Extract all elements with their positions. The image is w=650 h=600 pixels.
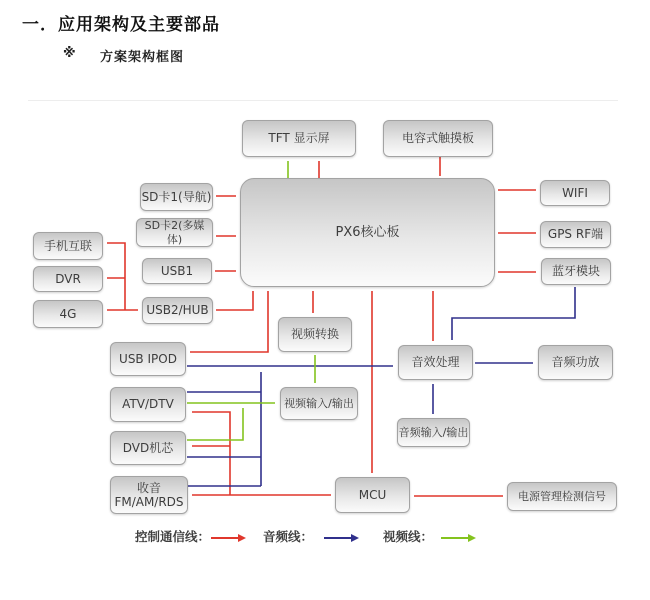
panel-top-divider: [28, 100, 618, 101]
control-line-arrow-bar: [211, 537, 239, 539]
block-gps-rf: GPS RF端: [540, 221, 611, 248]
block-video-io: 视频输入/输出: [280, 387, 358, 420]
block-wifi: WIFI: [540, 180, 610, 206]
block-video-conversion: 视频转换: [278, 317, 352, 352]
block-capacitive-touch-panel: 电容式触摸板: [383, 120, 493, 157]
block-audio-amplifier: 音频功放: [538, 345, 613, 380]
block-dvd-mechanism: DVD机芯: [110, 431, 186, 465]
block-usb2-hub: USB2/HUB: [142, 297, 213, 324]
block-dvr: DVR: [33, 266, 103, 292]
block-bluetooth-module: 蓝牙模块: [541, 258, 611, 285]
block-usb1: USB1: [142, 258, 212, 284]
block-radio-fm-am-rds: 收音 FM/AM/RDS: [110, 476, 188, 514]
block-sd-card2-multimedia: SD卡2(多媒体): [136, 218, 213, 247]
block-sd-card1-nav: SD卡1(导航): [140, 183, 213, 211]
video-line-arrow-head: [468, 534, 476, 542]
audio-line-arrow-icon: [324, 534, 360, 542]
wire-hub-branch-phone: [107, 243, 125, 310]
legend-control-line-label: 控制通信线：: [135, 529, 211, 544]
wire-mcu-branch-atv: [192, 412, 230, 495]
block-phone-interconnect: 手机互联: [33, 232, 103, 260]
diagram-subtitle: 方案架构框图: [100, 50, 185, 65]
wire-bt-to-audioproc: [452, 287, 575, 340]
block-usb-ipod: USB IPOD: [110, 342, 186, 376]
wire-usb2hub-px6: [216, 291, 253, 310]
block-audio-effect-processing: 音效处理: [398, 345, 473, 380]
video-line-arrow-icon: [441, 534, 477, 542]
audio-line-arrow-head: [351, 534, 359, 542]
legend-audio-line-label: 音频线：: [263, 529, 314, 544]
block-mcu: MCU: [335, 477, 410, 513]
legend-video-line-label: 视频线：: [383, 529, 434, 544]
block-4g: 4G: [33, 300, 103, 328]
block-power-management-signal: 电源管理检测信号: [507, 482, 617, 511]
block-atv-dtv: ATV/DTV: [110, 387, 186, 422]
block-tft-display: TFT 显示屏: [242, 120, 356, 157]
control-line-arrow-head: [238, 534, 246, 542]
block-px6-core-board: PX6核心板: [240, 178, 495, 287]
video-line-arrow-bar: [441, 537, 469, 539]
block-audio-io: 音频输入/输出: [397, 418, 470, 447]
page-title: 一．应用架构及主要部品: [22, 15, 220, 35]
subtitle-bullet: ※: [63, 46, 76, 61]
wire-dvd-video-feeder: [187, 408, 243, 440]
control-line-arrow-icon: [211, 534, 247, 542]
audio-line-arrow-bar: [324, 537, 352, 539]
